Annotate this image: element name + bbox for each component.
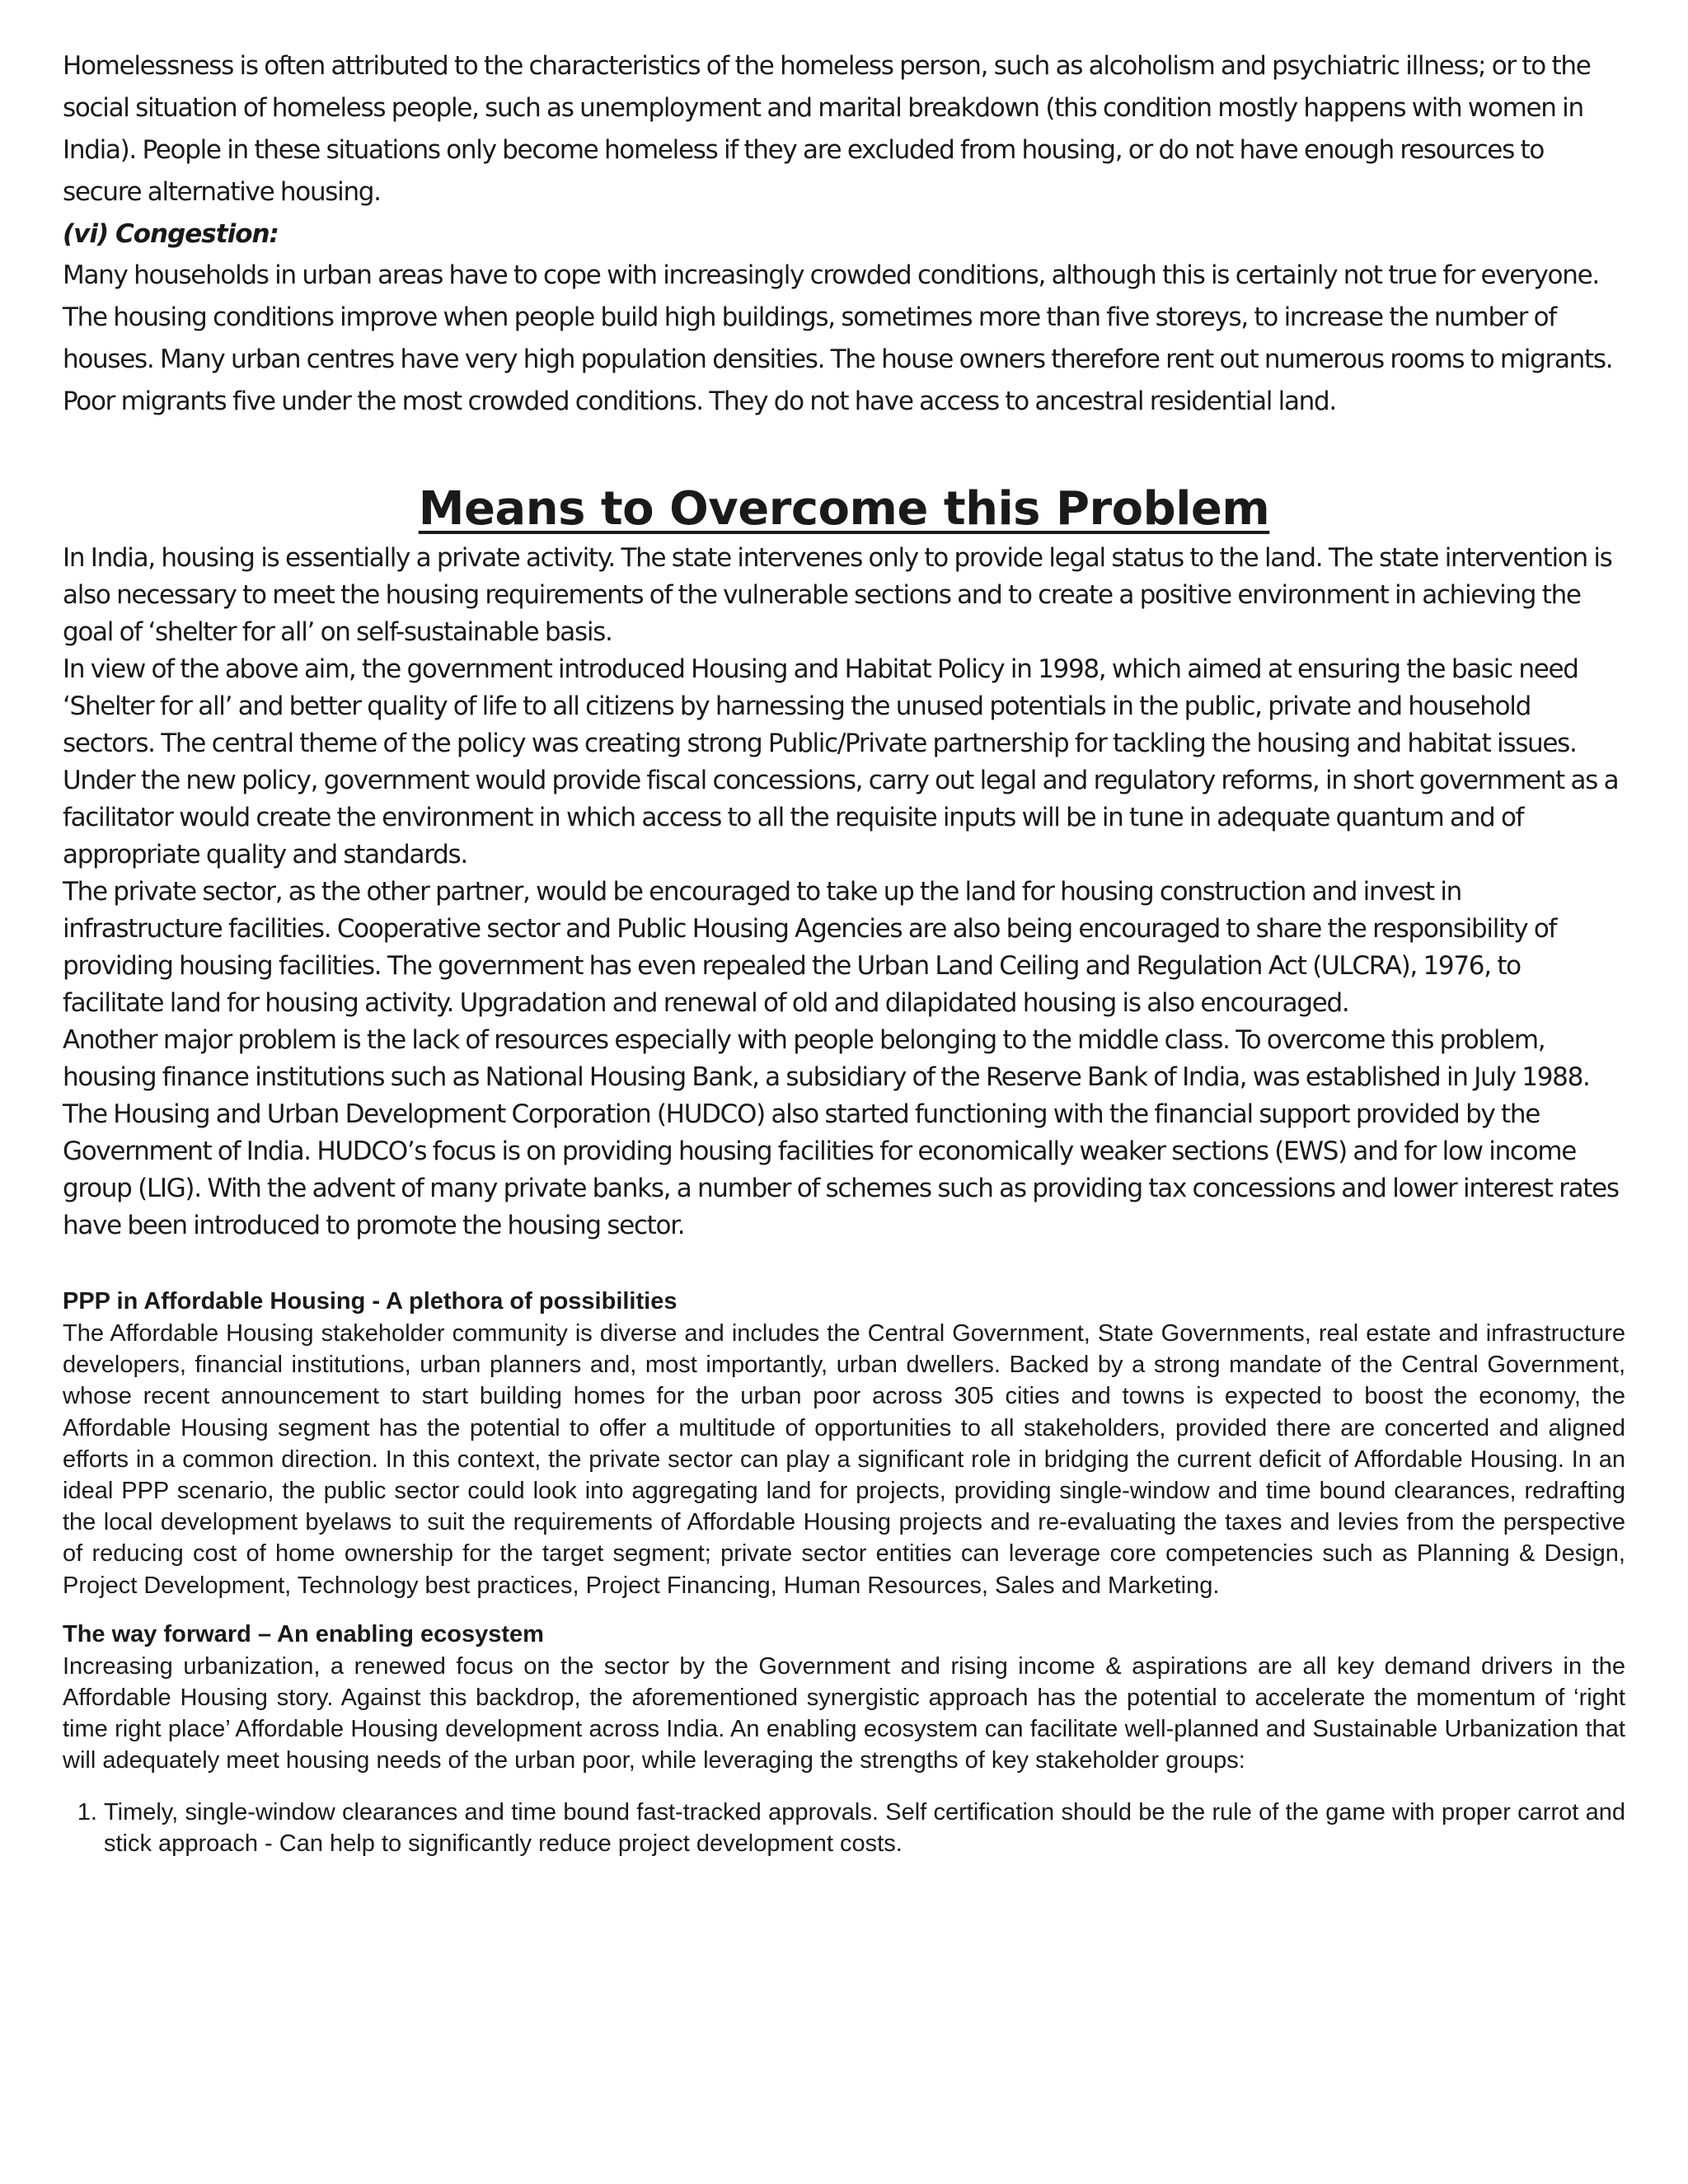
- ppp-section: [63, 1285, 1625, 1601]
- means-paragraph-5: Another major problem is the lack of resources especially with people belonging to the middle class. To overcome this problem, housing finance institutions such as National Housing Bank, a subsidiary of the Reserve Bank of India, was established in July 1988.: [63, 1025, 1590, 1092]
- means-paragraph-6: The Housing and Urban Development Corporation (HUDCO) also started functioning with the financial support provided by the Government of India. HUDCO’s focus is on providing housing facilities for economically weaker sections (EWS) and for low income group (LIG). With the advent of many private banks, a number of schemes such as providing tax concessions and lower interest rates have been introduced to promote the housing sector.: [63, 1099, 1619, 1240]
- homelessness-block: [63, 45, 1625, 423]
- forward-paragraph: Increasing urbanization, a renewed focus on the sector by the Government and rising income & aspirations are all key demand drivers in the Affordable Housing story. Against this backdrop, the aforementioned synergistic approach has the potential to accelerate the momentum of ‘right time right place’ Affordable Housing development across India. An enabling ecosystem can facilitate well-planned and Sustainable Urbanization that will adequately meet housing needs of the urban poor, while leveraging the strengths of key stakeholder groups:: [63, 1652, 1625, 1774]
- page-title: Means to Overcome this Problem: [418, 482, 1270, 536]
- forward-heading: The way forward – An enabling ecosystem: [63, 1620, 544, 1647]
- forward-section: [63, 1618, 1625, 1777]
- means-paragraph-2: In view of the above aim, the government introduced Housing and Habitat Policy in 1998, which aimed at ensuring the basic need ‘Shelter for all’ and better quality of life to all citizens by harnessing the unused potentials in the public, private and household sectors. The central theme of the policy was creating strong Public/Private partnership for tackling the housing and habitat issues.: [63, 654, 1578, 758]
- list-item: 1. Timely, single-window clearances and time bound fast-tracked approvals. Self certification should be the rule of the game with proper carrot and stick approach - Can help to significantly reduce project development costs.: [104, 1797, 1625, 1860]
- homelessness-paragraph: Homelessness is often attributed to the characteristics of the homeless person, such as alcoholism and psychiatric illness; or to the social situation of homeless people, such as unemployment and marital breakdown (this condition mostly happens with women in India). People in these situations only become homeless if they are excluded from housing, or do not have enough resources to secure alternative housing.: [63, 51, 1591, 207]
- ppp-paragraph: The Affordable Housing stakeholder community is diverse and includes the Central Government, State Governments, real estate and infrastructure developers, financial institutions, urban planners and, most importantly, urban dwellers. Backed by a strong mandate of the Central Government, whose recent announcement to start building homes for the urban poor across 305 cities and towns is expected to boost the economy, the Affordable Housing segment has the potential to offer a multitude of opportunities to all stakeholders, provided there are concerted and aligned efforts in a common direction. In this context, the private sector can play a significant role in bridging the current deficit of Affordable Housing. In an ideal PPP scenario, the public sector could look into aggregating land for projects, providing single-window and time bound clearances, redrafting the local development byelaws to suit the requirements of Affordable Housing projects and re-evaluating the taxes and levies from the perspective of reducing cost of home ownership for the target segment; private sector entities can leverage core competencies such as Planning & Design, Project Development, Technology best practices, Project Financing, Human Resources, Sales and Marketing.: [63, 1320, 1625, 1599]
- means-block: [63, 540, 1625, 1244]
- congestion-paragraph: Many households in urban areas have to cope with increasingly crowded conditions, although this is certainly not true for everyone. The housing conditions improve when people build high buildings, sometimes more than five storeys, to increase the number of houses. Many urban centres have very high population densities. The house owners therefore rent out numerous rooms to migrants. Poor migrants five under the most crowded conditions. They do not have access to ancestral residential land.: [63, 260, 1613, 416]
- means-paragraph-4: The private sector, as the other partner, would be encouraged to take up the land for housing construction and invest in infrastructure facilities. Cooperative sector and Public Housing Agencies are also being encouraged to share the responsibility of providing housing facilities. The government has even repealed the Urban Land Ceiling and Regulation Act (ULCRA), 1976, to facilitate land for housing activity. Upgradation and renewal of old and dilapidated housing is also encouraged.: [63, 877, 1557, 1018]
- ppp-heading: PPP in Affordable Housing - A plethora of possibilities: [63, 1288, 678, 1315]
- congestion-heading: (vi) Congestion:: [63, 219, 279, 249]
- forward-list: [63, 1797, 1625, 1860]
- means-paragraph-3: Under the new policy, government would provide fiscal concessions, carry out legal and regulatory reforms, in short government as a facilitator would create the environment in which access to all the requisite inputs will be in tune in adequate quantum and of appropriate quality and standards.: [63, 766, 1619, 869]
- means-paragraph-1: In India, housing is essentially a private activity. The state intervenes only to provide legal status to the land. The state intervention is also necessary to meet the housing requirements of the vulnerable sections and to create a positive environment in achieving the goal of ‘shelter for all’ on self-sustainable basis.: [63, 543, 1612, 647]
